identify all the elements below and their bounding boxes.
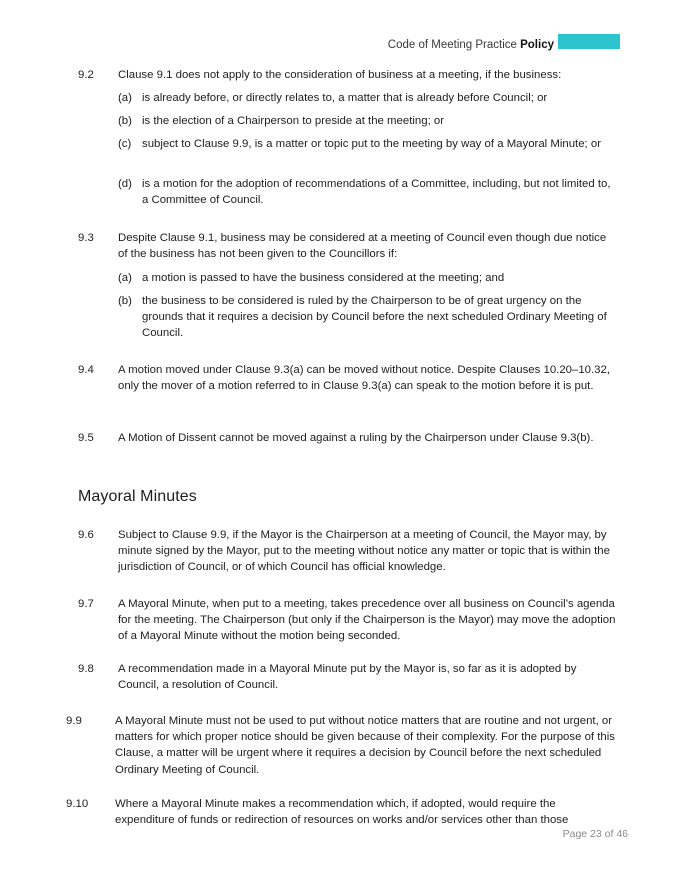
- document-title: Code of Meeting Practice Policy: [387, 39, 554, 51]
- clause-number: 9.2: [78, 69, 94, 81]
- clause-number: 9.4: [78, 364, 94, 376]
- clause-number: 9.10: [66, 798, 89, 810]
- clause-number: 9.8: [78, 663, 94, 675]
- subclause-label: (a): [118, 92, 132, 104]
- clause-number: 9.5: [78, 432, 94, 444]
- subclause-text: is a motion for the adoption of recommendations of a Committee, including, but not limited to, a Committee of Council.: [142, 178, 611, 207]
- clause-text: Where a Mayoral Minute makes a recommendation which, if adopted, would require the expenditure of funds or redirection of resources on works and/or services other than those: [115, 798, 569, 827]
- page-number: Page 23 of 46: [562, 828, 628, 840]
- subclause-text: subject to Clause 9.9, is a matter or topic put to the meeting by way of a Mayoral Minute; or: [142, 138, 602, 150]
- subclause-label: (b): [118, 115, 132, 127]
- clause-text: A Mayoral Minute must not be used to put without notice matters that are routine and not urgent, or matters for which proper notice should be given because of their complexity. For the purpose of this Clause, a matter will be urgent where it requires a decision by Council before the next scheduled Ordinary Meeting of Council.: [115, 715, 615, 776]
- subclause-label: (c): [118, 138, 132, 150]
- clause-number: 9.6: [78, 529, 94, 541]
- clause-text: Despite Clause 9.1, business may be considered at a meeting of Council even though due notice of the business has not been given to the Councillors if:: [118, 232, 607, 261]
- subclause-label: (a): [118, 272, 132, 284]
- section-heading: Mayoral Minutes: [78, 488, 197, 505]
- subclause-label: (b): [118, 295, 132, 307]
- header-accent-bar: [558, 34, 620, 49]
- subclause-text: is already before, or directly relates to, a matter that is already before Council; or: [142, 92, 548, 104]
- clause-text: A recommendation made in a Mayoral Minute put by the Mayor is, so far as it is adopted by Council, a resolution of Council.: [118, 663, 577, 692]
- clause-number: 9.7: [78, 598, 94, 610]
- clause-text: A motion moved under Clause 9.3(a) can be moved without notice. Despite Clauses 10.20–10.32, only the mover of a motion referred to in Clause 9.3(a) can speak to the motion before it is put.: [118, 364, 610, 393]
- clause-number: 9.9: [66, 715, 82, 727]
- clause-number: 9.3: [78, 232, 94, 244]
- subclause-text: is the election of a Chairperson to preside at the meeting; or: [142, 115, 445, 127]
- subclause-label: (d): [118, 178, 132, 190]
- subclause-text: the business to be considered is ruled by the Chairperson to be of great urgency on the grounds that it requires a decision by Council before the next scheduled Ordinary Meeting of Council.: [142, 295, 607, 340]
- page-header: [388, 34, 620, 50]
- clause-text: A Motion of Dissent cannot be moved against a ruling by the Chairperson under Clause 9.3(b).: [118, 432, 594, 444]
- clause-text: A Mayoral Minute, when put to a meeting, takes precedence over all business on Council’s agenda for the meeting. The Chairperson (but only if the Chairperson is the Mayor) may move the adoption of a Mayoral Minute without the motion being seconded.: [118, 598, 616, 643]
- clause-text: Subject to Clause 9.9, if the Mayor is the Chairperson at a meeting of Council, the Mayor may, by minute signed by the Mayor, put to the meeting without notice any matter or topic that is within the jurisdiction of Council, or of which Council has official knowledge.: [118, 529, 610, 574]
- subclause-text: a motion is passed to have the business considered at the meeting; and: [142, 272, 505, 284]
- clause-text: Clause 9.1 does not apply to the consideration of business at a meeting, if the business:: [118, 69, 562, 81]
